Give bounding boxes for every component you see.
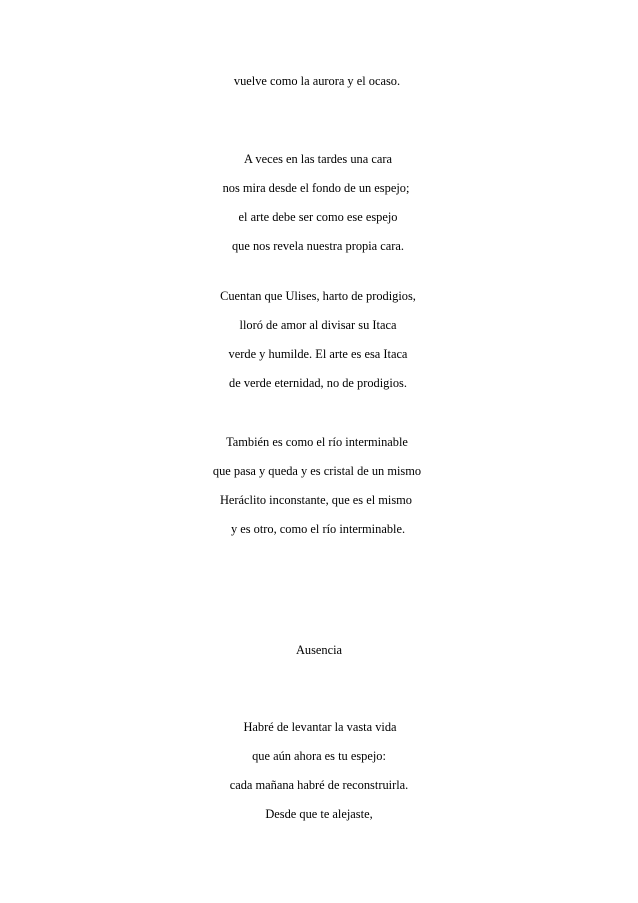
verse-line: Habré de levantar la vasta vida bbox=[243, 720, 397, 734]
verse-line: A veces en las tardes una cara bbox=[244, 152, 392, 166]
verse-line: que pasa y queda y es cristal de un mismo bbox=[212, 464, 422, 478]
poem-title: Ausencia bbox=[295, 643, 343, 657]
verse-line: Cuentan que Ulises, harto de prodigios, bbox=[220, 289, 416, 303]
verse-line: que nos revela nuestra propia cara. bbox=[231, 239, 404, 253]
verse-line: lloró de amor al divisar su Itaca bbox=[239, 318, 397, 332]
verse-line: Desde que te alejaste, bbox=[265, 807, 373, 821]
verse-line: cada mañana habré de reconstruirla. bbox=[229, 778, 409, 792]
verse-line: También es como el río interminable bbox=[226, 435, 408, 449]
verse-line: que aún ahora es tu espejo: bbox=[252, 749, 386, 763]
verse-line: verde y humilde. El arte es esa Itaca bbox=[228, 347, 408, 361]
verse-line: vuelve como la aurora y el ocaso. bbox=[233, 74, 401, 88]
verse-line: nos mira desde el fondo de un espejo; bbox=[222, 181, 410, 195]
verse-line: y es otro, como el río interminable. bbox=[230, 522, 406, 536]
verse-line: de verde eternidad, no de prodigios. bbox=[229, 376, 407, 390]
verse-line: Heráclito inconstante, que es el mismo bbox=[219, 493, 412, 507]
verse-line: el arte debe ser como ese espejo bbox=[238, 210, 398, 224]
